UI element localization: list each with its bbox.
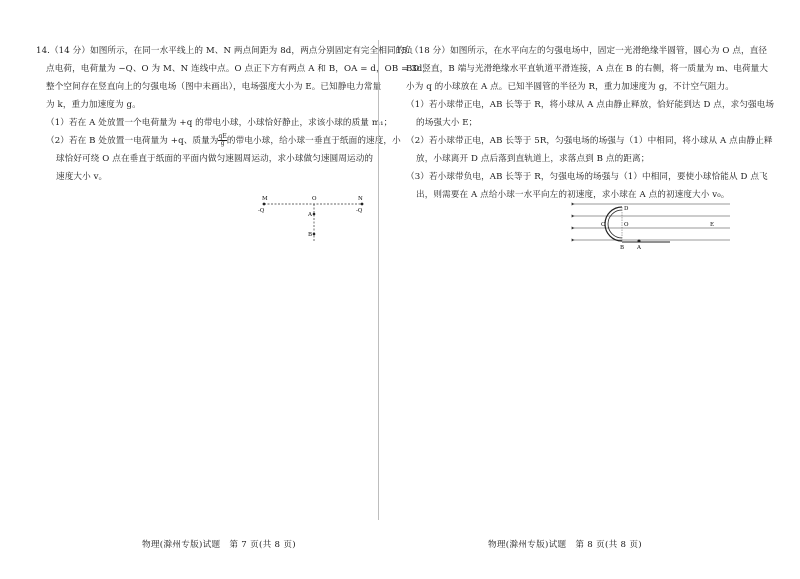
q14-part-1: （1）若在 A 处放置一个电荷量为 +q 的带电小球，小球恰好静止，求该小球的质量 m₁； xyxy=(46,118,393,128)
label-B: B xyxy=(620,245,625,250)
question-14 xyxy=(36,42,431,186)
q15-figure xyxy=(570,200,732,250)
label-A: A xyxy=(637,245,641,250)
q14-line-1: 14.（14 分）如图所示，在同一水平线上的 M、N 两点间距为 8d，两点分别固定有完全相同的负 xyxy=(36,46,414,56)
fraction-denominator: g xyxy=(220,140,225,147)
fraction-qE-over-g xyxy=(218,134,226,147)
label-D: D xyxy=(624,206,629,212)
label-charge-right: -Q xyxy=(356,208,363,214)
q15-part-1-line-2: 的场强大小 E； xyxy=(416,118,478,128)
q14-part-2-prefix: （2）若在 B 处放置一电荷量为 +q、质量为 xyxy=(46,136,219,146)
label-N: N xyxy=(358,196,363,202)
q15-line-3: 小为 q 的小球放在 A 点。已知半圆管的半径为 R，重力加速度为 g，不计空气阻力。 xyxy=(406,82,734,92)
q14-line-3: 整个空间存在竖直向上的匀强电场（图中未画出），电场强度大小为 E。已知静电力常量 xyxy=(46,82,382,92)
half-pipe-outer xyxy=(605,207,622,241)
label-charge-left: -Q xyxy=(258,208,265,214)
point-B xyxy=(313,233,316,236)
question-15 xyxy=(396,42,774,204)
label-O: O xyxy=(624,222,629,228)
q15-part-2-line-2: 放，小球离开 D 点后落到直轨道上，求落点到 B 点的距离； xyxy=(416,154,650,164)
q15-line-1: 15.（18 分）如图所示，在水平向左的匀强电场中，固定一光滑绝缘半圆管，圆心为 O 点，直径 xyxy=(396,46,768,56)
label-C: C xyxy=(601,222,606,228)
half-pipe-inner xyxy=(608,210,622,238)
point-A xyxy=(313,213,316,216)
right-footer: 物理(滁州专版)试题 第 8 页(共 8 页) xyxy=(488,540,642,550)
q15-part-2-line-1: （2）若小球带正电，AB 长等于 5R，匀强电场的场强与（1）中相同，将小球从 A 点由静止释 xyxy=(406,136,773,146)
left-footer: 物理(滁州专版)试题 第 7 页(共 8 页) xyxy=(142,540,296,550)
q15-part-3-line-2: 出，则需要在 A 点给小球一水平向左的初速度，求小球在 A 点的初速度大小 v₀。 xyxy=(416,190,730,200)
right-page xyxy=(396,0,800,579)
q14-part-2-line-1 xyxy=(36,132,431,150)
label-B: B xyxy=(308,232,313,238)
point-M xyxy=(263,203,266,206)
q14-figure xyxy=(254,192,370,244)
label-O: O xyxy=(312,196,317,202)
point-N xyxy=(361,203,364,206)
page-divider xyxy=(378,40,379,520)
label-A: A xyxy=(308,212,312,218)
q14-line-2: 点电荷，电荷量为 −Q、O 为 M、N 连线中点。O 点正下方有两点 A 和 B，OA = d，OB = 3d， xyxy=(46,64,432,74)
q15-line-2: BD 竖直，B 端与光滑绝缘水平直轨道平滑连接，A 点在 B 的右侧，将一质量为 m、电荷量大 xyxy=(406,64,769,74)
q14-part-2-suffix: 的带电小球，给小球一垂直于纸面的速度，小 xyxy=(226,136,401,146)
q15-part-1-line-1: （1）若小球带正电，AB 长等于 R，将小球从 A 点由静止释放，恰好能到达 D 点，求匀强电场 xyxy=(406,100,775,110)
q14-part-2-line-3: 速度大小 v。 xyxy=(56,172,108,182)
ball-at-A xyxy=(638,240,641,243)
label-E: E xyxy=(710,222,715,228)
q15-part-3-line-1: （3）若小球带负电，AB 长等于 R，匀强电场的场强与（1）中相同，要使小球恰能从 D 点飞 xyxy=(406,172,768,182)
q14-part-2-line-2: 球恰好可绕 O 点在垂直于纸面的平面内做匀速圆周运动，求小球做匀速圆周运动的 xyxy=(56,154,374,164)
label-M: M xyxy=(262,196,268,202)
q14-line-4: 为 k，重力加速度为 g。 xyxy=(46,100,141,110)
fraction-numerator: qE xyxy=(218,133,227,140)
